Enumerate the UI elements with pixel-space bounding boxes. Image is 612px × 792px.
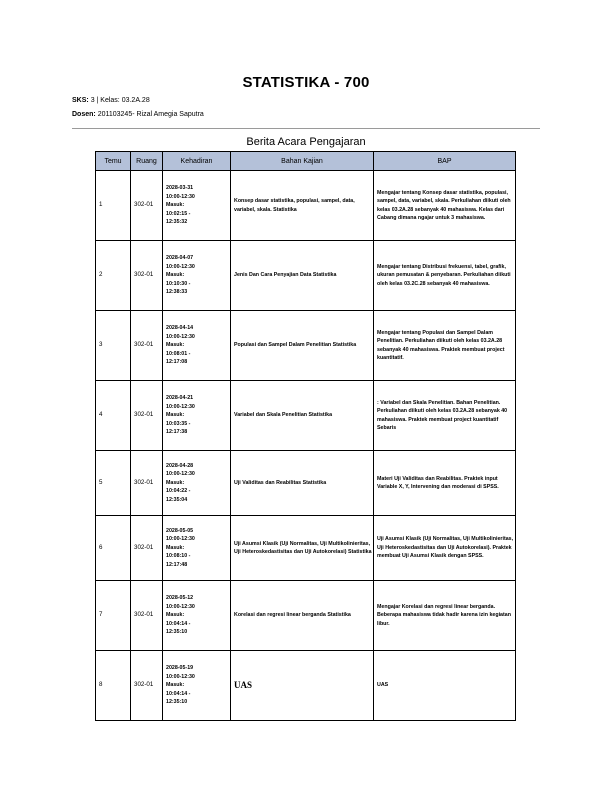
- ruang-cell: 302-01: [131, 581, 163, 651]
- kehadiran-line: 10:00-12:30: [166, 536, 195, 543]
- kehadiran-line: 12:38:33: [166, 289, 188, 296]
- temu-cell: 6: [96, 516, 131, 581]
- kehadiran-line: Masuk:: [166, 612, 185, 619]
- kehadiran-line: 10:04:14 -: [166, 690, 191, 697]
- kehadiran-cell: [163, 241, 231, 311]
- kehadiran-line: Masuk:: [166, 479, 185, 486]
- bap-cell: : Variabel dan Skala Penelitian. Bahan Penelitian. Perkuliahan diikuti oleh kelas 03.2A.28 sebanyak 40 mahasiswa. Praktek membuat project kuantitatif Sebaris: [374, 381, 516, 451]
- temu-cell: 5: [96, 451, 131, 516]
- teaching-log-table: [95, 151, 516, 721]
- kehadiran-line: Masuk:: [166, 342, 185, 349]
- ruang-cell: 302-01: [131, 516, 163, 581]
- kehadiran-line: 2028-04-14: [166, 325, 194, 332]
- kehadiran-line: 10:00-12:30: [166, 471, 195, 478]
- kehadiran-line: 10:10:30 -: [166, 280, 191, 287]
- table-row: [96, 171, 516, 241]
- column-header-bahan-kajian: Bahan Kajian: [231, 152, 374, 171]
- kehadiran-line: 12:17:38: [166, 429, 188, 436]
- column-header-kehadiran: Kehadiran: [163, 152, 231, 171]
- kehadiran-line: 10:08:01 -: [166, 350, 191, 357]
- ruang-cell: 302-01: [131, 241, 163, 311]
- kehadiran-line: 12:17:48: [166, 561, 188, 568]
- table-row: [96, 381, 516, 451]
- dosen-label: Dosen:: [72, 111, 96, 118]
- temu-cell: 2: [96, 241, 131, 311]
- bap-cell: Uji Asumsi Klasik (Uji Normalitas, Uji Multikolinieritas, Uji Heteroskedastisitas dan Uji Autokorelasi). Praktek membuat Uji Asumsi Klasik dengan SPSS.: [374, 516, 516, 581]
- section-title: Berita Acara Pengajaran: [246, 136, 366, 148]
- header-divider: [72, 128, 540, 129]
- kehadiran-line: 10:00-12:30: [166, 333, 195, 340]
- bahan-kajian-cell: Uji Validitas dan Reabilitas Statistika: [231, 451, 374, 516]
- kehadiran-line: 10:08:10 -: [166, 553, 191, 560]
- table-row: [96, 581, 516, 651]
- kehadiran-line: 12:35:10: [166, 629, 188, 636]
- column-header-bap: BAP: [374, 152, 516, 171]
- kehadiran-line: 10:00-12:30: [166, 403, 195, 410]
- kehadiran-line: 10:04:14 -: [166, 620, 191, 627]
- temu-cell: 7: [96, 581, 131, 651]
- temu-cell: 1: [96, 171, 131, 241]
- bahan-kajian-cell: Konsep dasar statistika, populasi, sampel, data, variabel, skala. Statistika: [231, 171, 374, 241]
- kehadiran-line: 10:00-12:30: [166, 673, 195, 680]
- table-row: [96, 516, 516, 581]
- page-title: STATISTIKA - 700: [242, 74, 370, 91]
- course-info-line: [72, 97, 150, 104]
- table-row: [96, 451, 516, 516]
- ruang-cell: 302-01: [131, 381, 163, 451]
- kehadiran-line: 12:17:08: [166, 359, 188, 366]
- kehadiran-line: 2028-05-19: [166, 665, 194, 672]
- kehadiran-line: Masuk:: [166, 682, 185, 689]
- bahan-kajian-cell: Korelasi dan regresi linear berganda Statistika: [231, 581, 374, 651]
- bap-cell: Mengajar tentang Konsep dasar statistika, populasi, sampel, data, variabel, skala. Perkuliahan diikuti oleh kelas 03.2A.28 sebanyak 40 mahasiswa. Kelas dari Cabang dimana ngajar untuk 3 mahasiswa.: [374, 171, 516, 241]
- kehadiran-cell: [163, 381, 231, 451]
- kehadiran-line: 10:00-12:30: [166, 263, 195, 270]
- kehadiran-line: 12:35:04: [166, 496, 188, 503]
- bahan-kajian-cell: Populasi dan Sampel Dalam Penelitian Statistika: [231, 311, 374, 381]
- bap-cell: Mengajar tentang Populasi dan Sampel Dalam Penelitian. Perkuliahan diikuti oleh kelas 03.2A.28 sebanyak 40 mahasiswa. Praktek membuat project kuantitatif.: [374, 311, 516, 381]
- kehadiran-cell: [163, 516, 231, 581]
- kehadiran-line: Masuk:: [166, 544, 185, 551]
- table-row: [96, 311, 516, 381]
- kehadiran-line: Masuk:: [166, 202, 185, 209]
- bap-cell: Mengajar Korelasi dan regresi linear berganda. Beberapa mahasiswa tidak hadir karena izin kegiatan libur.: [374, 581, 516, 651]
- bap-cell: Mengajar tentang Distribusi frekuensi, tabel, grafik, ukuran pemusatan & penyebaran. Perkuliahan diikuti oleh kelas 03.2C.28 sebanyak 40 mahasiswa.: [374, 241, 516, 311]
- kehadiran-line: 2028-04-28: [166, 462, 194, 469]
- ruang-cell: 302-01: [131, 651, 163, 721]
- dosen-value: 201103245- Rizal Amegia Saputra: [97, 111, 204, 118]
- table-row: [96, 241, 516, 311]
- kehadiran-cell: [163, 171, 231, 241]
- kehadiran-cell: [163, 451, 231, 516]
- table-header-row: [96, 152, 516, 171]
- kehadiran-cell: [163, 311, 231, 381]
- kehadiran-line: 10:00-12:30: [166, 193, 195, 200]
- kehadiran-line: Masuk:: [166, 412, 185, 419]
- temu-cell: 4: [96, 381, 131, 451]
- ruang-cell: 302-01: [131, 171, 163, 241]
- kehadiran-line: 10:04:22 -: [166, 488, 191, 495]
- sks-value: 3 | Kelas: 03.2A.28: [90, 97, 150, 104]
- kehadiran-line: 2028-03-31: [166, 185, 194, 192]
- sks-label: SKS:: [72, 97, 89, 104]
- kehadiran-line: 2028-04-07: [166, 255, 194, 262]
- bap-cell: UAS: [374, 651, 516, 721]
- column-header-temu: Temu: [96, 152, 131, 171]
- kehadiran-line: 2028-05-12: [166, 595, 194, 602]
- bahan-kajian-cell: UAS: [231, 651, 374, 721]
- bahan-kajian-cell: Variabel dan Skala Penelitian Statistika: [231, 381, 374, 451]
- kehadiran-line: 12:35:10: [166, 699, 188, 706]
- ruang-cell: 302-01: [131, 311, 163, 381]
- kehadiran-line: 2028-05-05: [166, 527, 194, 534]
- kehadiran-line: 12:35:32: [166, 219, 188, 226]
- temu-cell: 8: [96, 651, 131, 721]
- kehadiran-line: Masuk:: [166, 272, 185, 279]
- bahan-kajian-cell: Uji Asumsi Klasik (Uji Normalitas, Uji Multikolinieritas, Uji Heteroskedastisitas dan Uji Autokorelasi) Statistika: [231, 516, 374, 581]
- column-header-ruang: Ruang: [131, 152, 163, 171]
- bahan-kajian-cell: Jenis Dan Cara Penyajian Data Statistika: [231, 241, 374, 311]
- kehadiran-line: 10:03:35 -: [166, 420, 191, 427]
- kehadiran-line: 10:02:15 -: [166, 210, 191, 217]
- kehadiran-line: 10:00-12:30: [166, 603, 195, 610]
- lecturer-info-line: [72, 111, 204, 118]
- kehadiran-cell: [163, 651, 231, 721]
- table-row: [96, 651, 516, 721]
- kehadiran-line: 2028-04-21: [166, 395, 194, 402]
- bap-cell: Materi Uji Validitas dan Reabilitas. Praktek input Variable X, Y, Intervening dan moderasi di SPSS.: [374, 451, 516, 516]
- temu-cell: 3: [96, 311, 131, 381]
- kehadiran-cell: [163, 581, 231, 651]
- ruang-cell: 302-01: [131, 451, 163, 516]
